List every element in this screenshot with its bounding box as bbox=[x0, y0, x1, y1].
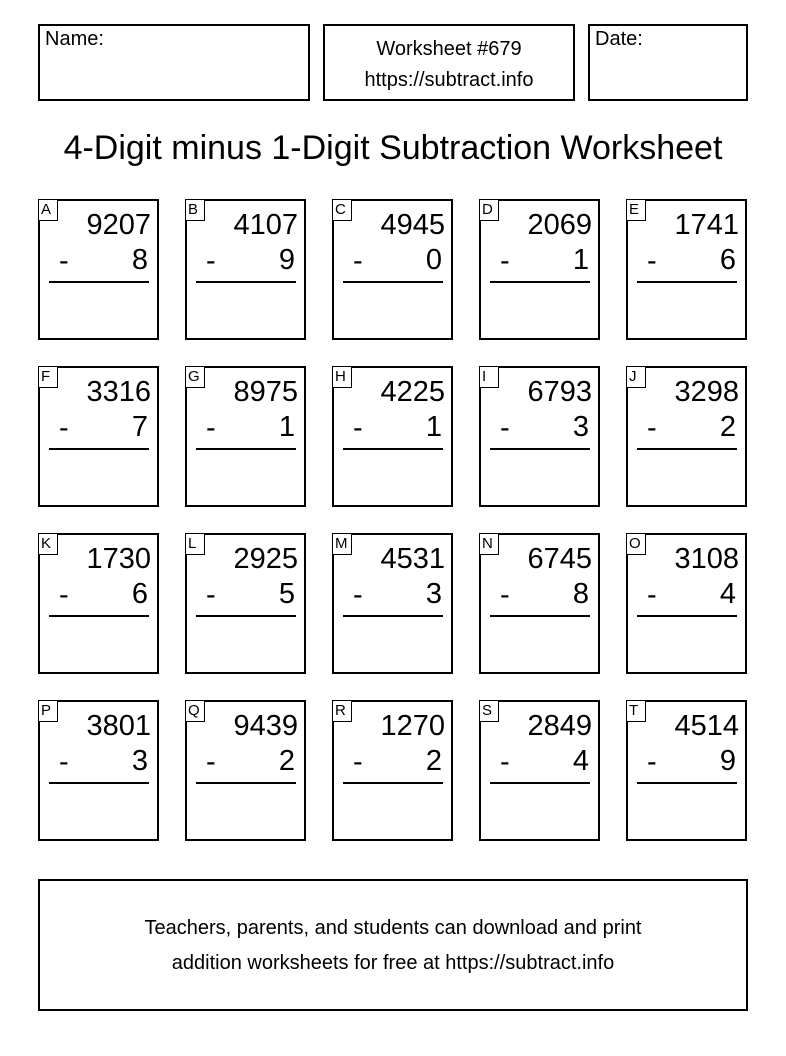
minus-sign: - bbox=[353, 245, 363, 277]
problem-card bbox=[626, 366, 747, 507]
minus-sign: - bbox=[206, 579, 216, 611]
problem-letter: N bbox=[479, 533, 499, 555]
minus-sign: - bbox=[206, 746, 216, 778]
problem-card bbox=[332, 199, 453, 340]
minus-sign: - bbox=[353, 579, 363, 611]
problem-subtrahend: 1 bbox=[572, 244, 589, 276]
problem-letter: M bbox=[332, 533, 352, 555]
problem-letter: K bbox=[38, 533, 58, 555]
answer-line bbox=[196, 448, 296, 450]
worksheet-url: https://subtract.info bbox=[364, 69, 534, 91]
answer-line bbox=[49, 782, 149, 784]
problem-minuend: 2849 bbox=[527, 710, 592, 742]
problem-letter: B bbox=[185, 199, 205, 221]
problem-minuend: 6793 bbox=[527, 376, 592, 408]
problem-card bbox=[626, 199, 747, 340]
answer-line bbox=[490, 448, 590, 450]
minus-sign: - bbox=[59, 245, 69, 277]
minus-sign: - bbox=[353, 412, 363, 444]
problem-subtrahend: 5 bbox=[278, 578, 295, 610]
problem-minuend: 6745 bbox=[527, 543, 592, 575]
minus-sign: - bbox=[647, 746, 657, 778]
problem-card bbox=[332, 533, 453, 674]
worksheet-number: Worksheet #679 bbox=[376, 38, 522, 60]
answer-line bbox=[637, 615, 737, 617]
problem-minuend: 1730 bbox=[86, 543, 151, 575]
answer-line bbox=[196, 615, 296, 617]
answer-line bbox=[637, 448, 737, 450]
problem-card bbox=[626, 700, 747, 841]
answer-line bbox=[490, 281, 590, 283]
minus-sign: - bbox=[59, 412, 69, 444]
answer-line bbox=[343, 448, 443, 450]
problem-card bbox=[479, 533, 600, 674]
problem-minuend: 9439 bbox=[233, 710, 298, 742]
worksheet-info-box bbox=[323, 24, 575, 101]
date-label: Date: bbox=[595, 28, 643, 50]
answer-line bbox=[637, 782, 737, 784]
problem-card bbox=[38, 199, 159, 340]
problem-card bbox=[185, 700, 306, 841]
problem-minuend: 9207 bbox=[86, 209, 151, 241]
problem-minuend: 2925 bbox=[233, 543, 298, 575]
problem-subtrahend: 2 bbox=[278, 745, 295, 777]
problem-minuend: 4531 bbox=[380, 543, 445, 575]
problem-subtrahend: 7 bbox=[131, 411, 148, 443]
problem-card bbox=[185, 366, 306, 507]
problem-letter: T bbox=[626, 700, 646, 722]
name-label: Name: bbox=[45, 28, 104, 50]
problem-subtrahend: 6 bbox=[719, 244, 736, 276]
minus-sign: - bbox=[647, 412, 657, 444]
problem-card bbox=[38, 700, 159, 841]
problem-minuend: 4107 bbox=[233, 209, 298, 241]
problem-minuend: 8975 bbox=[233, 376, 298, 408]
problem-letter: P bbox=[38, 700, 58, 722]
problem-letter: H bbox=[332, 366, 352, 388]
minus-sign: - bbox=[647, 245, 657, 277]
problem-subtrahend: 2 bbox=[719, 411, 736, 443]
problem-subtrahend: 0 bbox=[425, 244, 442, 276]
problem-minuend: 4225 bbox=[380, 376, 445, 408]
answer-line bbox=[196, 782, 296, 784]
problem-minuend: 2069 bbox=[527, 209, 592, 241]
problem-card bbox=[479, 199, 600, 340]
problem-subtrahend: 4 bbox=[719, 578, 736, 610]
problem-card bbox=[332, 700, 453, 841]
minus-sign: - bbox=[59, 579, 69, 611]
minus-sign: - bbox=[59, 746, 69, 778]
problem-minuend: 3108 bbox=[674, 543, 739, 575]
minus-sign: - bbox=[206, 412, 216, 444]
problem-letter: G bbox=[185, 366, 205, 388]
footer-line-1: Teachers, parents, and students can download and print bbox=[144, 917, 642, 939]
problem-letter: R bbox=[332, 700, 352, 722]
problem-subtrahend: 6 bbox=[131, 578, 148, 610]
problem-letter: Q bbox=[185, 700, 205, 722]
minus-sign: - bbox=[500, 746, 510, 778]
answer-line bbox=[490, 782, 590, 784]
problem-minuend: 1741 bbox=[674, 209, 739, 241]
problem-subtrahend: 9 bbox=[719, 745, 736, 777]
problem-card bbox=[185, 199, 306, 340]
minus-sign: - bbox=[353, 746, 363, 778]
problem-minuend: 3298 bbox=[674, 376, 739, 408]
answer-line bbox=[490, 615, 590, 617]
problem-card bbox=[479, 366, 600, 507]
problem-letter: S bbox=[479, 700, 499, 722]
problem-card bbox=[479, 700, 600, 841]
problem-letter: L bbox=[185, 533, 205, 555]
problem-letter: C bbox=[332, 199, 352, 221]
problem-card bbox=[626, 533, 747, 674]
problem-subtrahend: 2 bbox=[425, 745, 442, 777]
problem-subtrahend: 3 bbox=[572, 411, 589, 443]
problem-letter: A bbox=[38, 199, 58, 221]
worksheet-title: 4-Digit minus 1-Digit Subtraction Worksheet bbox=[63, 129, 723, 167]
problem-subtrahend: 4 bbox=[572, 745, 589, 777]
name-field-box bbox=[38, 24, 310, 101]
answer-line bbox=[343, 281, 443, 283]
minus-sign: - bbox=[647, 579, 657, 611]
problem-letter: J bbox=[626, 366, 646, 388]
minus-sign: - bbox=[206, 245, 216, 277]
problem-letter: D bbox=[479, 199, 499, 221]
date-field-box bbox=[588, 24, 748, 101]
answer-line bbox=[637, 281, 737, 283]
problem-card bbox=[332, 366, 453, 507]
problem-subtrahend: 1 bbox=[425, 411, 442, 443]
problem-letter: I bbox=[479, 366, 499, 388]
problem-card bbox=[38, 366, 159, 507]
problem-minuend: 3316 bbox=[86, 376, 151, 408]
problem-letter: O bbox=[626, 533, 646, 555]
problem-card bbox=[38, 533, 159, 674]
problem-subtrahend: 9 bbox=[278, 244, 295, 276]
problem-letter: E bbox=[626, 199, 646, 221]
problem-minuend: 4514 bbox=[674, 710, 739, 742]
answer-line bbox=[343, 615, 443, 617]
answer-line bbox=[49, 281, 149, 283]
minus-sign: - bbox=[500, 412, 510, 444]
problem-subtrahend: 3 bbox=[131, 745, 148, 777]
problem-subtrahend: 1 bbox=[278, 411, 295, 443]
problem-card bbox=[185, 533, 306, 674]
footer-box bbox=[38, 879, 748, 1011]
problem-minuend: 1270 bbox=[380, 710, 445, 742]
minus-sign: - bbox=[500, 245, 510, 277]
answer-line bbox=[49, 448, 149, 450]
problem-subtrahend: 8 bbox=[572, 578, 589, 610]
problem-minuend: 3801 bbox=[86, 710, 151, 742]
problem-subtrahend: 8 bbox=[131, 244, 148, 276]
problem-minuend: 4945 bbox=[380, 209, 445, 241]
minus-sign: - bbox=[500, 579, 510, 611]
answer-line bbox=[196, 281, 296, 283]
footer-line-2: addition worksheets for free at https://subtract.info bbox=[171, 952, 615, 974]
problem-letter: F bbox=[38, 366, 58, 388]
problem-subtrahend: 3 bbox=[425, 578, 442, 610]
answer-line bbox=[49, 615, 149, 617]
answer-line bbox=[343, 782, 443, 784]
